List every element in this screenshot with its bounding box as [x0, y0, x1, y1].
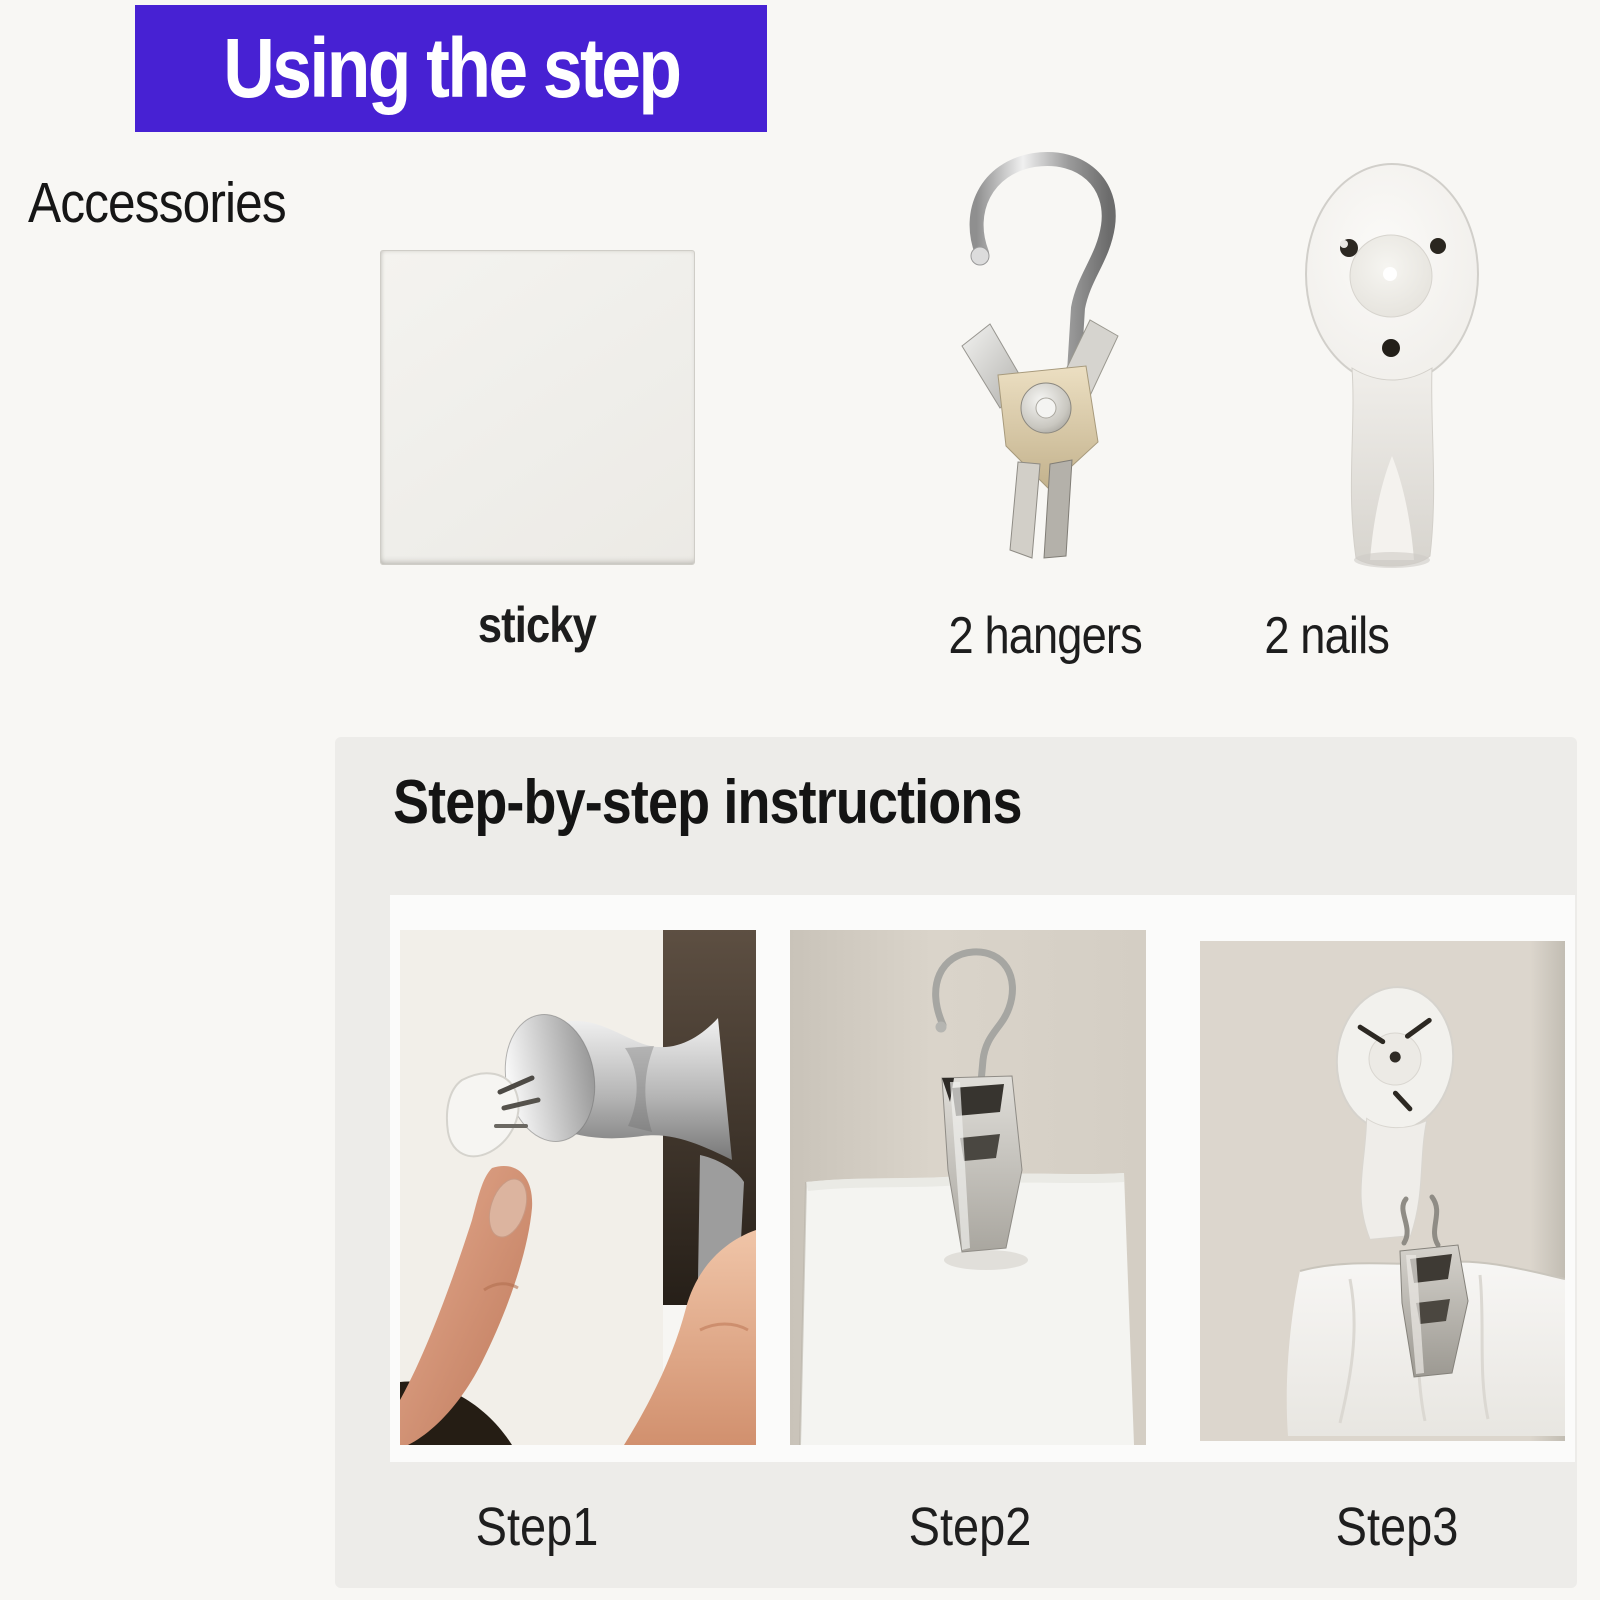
accessories-heading-text: Accessories [28, 171, 286, 235]
sticky-pad-image [380, 250, 695, 565]
hangers-label: 2 hangers [948, 607, 1142, 665]
hanger-clip-image [948, 150, 1144, 562]
title-banner [135, 5, 767, 132]
step1-photo [400, 930, 756, 1445]
instructions-heading: Step-by-step instructions [393, 768, 1022, 837]
instructions-panel [335, 737, 1577, 1588]
step3-label: Step3 [1335, 1497, 1459, 1557]
pin-hole [1382, 339, 1400, 357]
step3-photo [1200, 941, 1565, 1441]
sticky-label: sticky [477, 597, 596, 653]
nail-hook-image [1292, 158, 1490, 572]
step2-photo [790, 930, 1146, 1445]
accessories-heading [28, 170, 324, 236]
banner-title: Using the step [222, 21, 680, 115]
step2-label: Step2 [908, 1497, 1032, 1557]
nails-label: 2 nails [1264, 607, 1390, 665]
pin-hole [1430, 238, 1446, 254]
step1-label: Step1 [475, 1497, 599, 1557]
hook-tip-ball [971, 247, 989, 265]
